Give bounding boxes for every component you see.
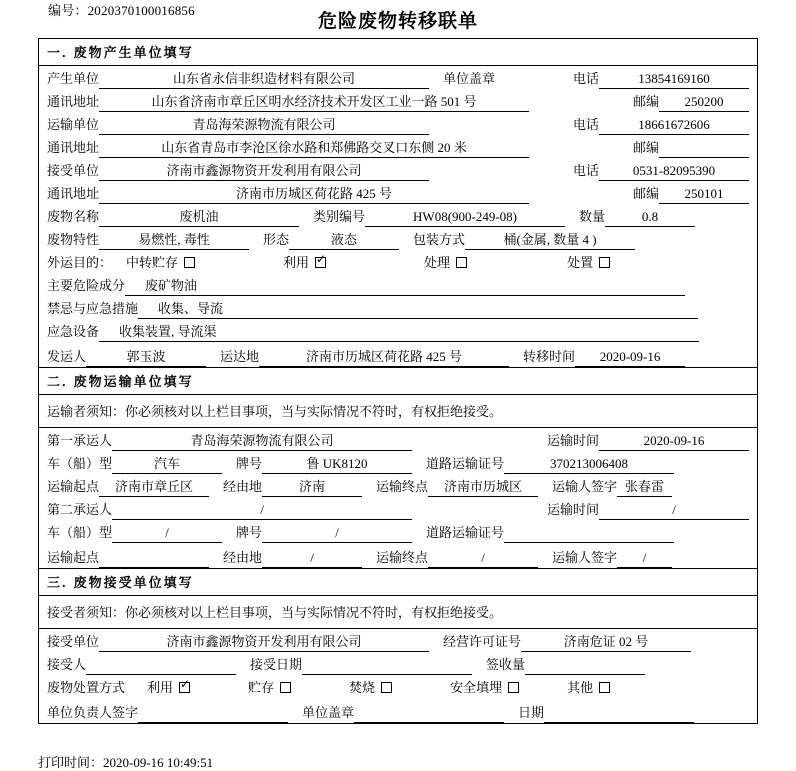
row-receiver	[39, 158, 757, 181]
license-1-value: 370213006408	[504, 456, 674, 474]
purpose-option-utilize-label: 利用	[283, 255, 310, 270]
section-3-heading	[39, 568, 757, 596]
receiver-address-value: 济南市历城区荷花路 425 号	[99, 183, 529, 204]
vehicle-2-value: /	[112, 525, 222, 543]
disposal-option-landfill[interactable]	[450, 677, 519, 698]
vehicle-2-label: 车（船）型	[47, 525, 113, 540]
package-value: 桶(金属, 数量 4 )	[465, 229, 635, 250]
receiver-value: 济南市鑫源物资开发利用有限公司	[99, 160, 429, 181]
purpose-label: 外运目的：	[47, 255, 113, 270]
transporter-zip-value	[659, 141, 749, 158]
start-1-label: 运输起点	[47, 479, 100, 494]
sign-2-label: 运输人签字	[552, 550, 618, 565]
end-2-label: 运输终点	[376, 550, 429, 565]
transporter-zip-label: 邮编	[632, 140, 659, 155]
license-1-label: 道路运输证号	[426, 456, 505, 471]
transporter-address-label: 通讯地址	[47, 140, 100, 155]
receiver-address-label: 通讯地址	[47, 186, 100, 201]
row-transporter	[39, 112, 757, 135]
purpose-option-transfer-storage-label: 中转贮存	[126, 255, 179, 270]
category-value: HW08(900-249-08)	[365, 209, 565, 227]
sign-1-label: 运输人签字	[552, 479, 618, 494]
equipment-label: 应急设备	[47, 324, 100, 339]
checkbox-disposal-other[interactable]	[599, 682, 610, 693]
package-label: 包装方式	[413, 232, 466, 247]
purpose-option-treat-label: 处理	[424, 255, 451, 270]
transfer-time-label: 转移时间	[523, 349, 576, 364]
license-2-label: 道路运输证号	[426, 525, 505, 540]
checkbox-dispose[interactable]	[599, 257, 610, 268]
checkbox-treat[interactable]	[456, 257, 467, 268]
waste-name-value: 废机油	[99, 206, 299, 227]
row-sender	[39, 342, 757, 367]
property-value: 易燃性, 毒性	[99, 229, 249, 250]
purpose-option-dispose[interactable]	[567, 252, 610, 273]
checkbox-disposal-landfill[interactable]	[508, 682, 519, 693]
vehicle-1-label: 车（船）型	[47, 456, 113, 471]
row-producer	[39, 66, 757, 89]
end-1-label: 运输终点	[376, 479, 429, 494]
carrier-2-value: /	[112, 502, 412, 520]
plate-2-value: /	[262, 525, 412, 543]
print-time-value: 2020-09-16 10:49:51	[103, 755, 214, 770]
purpose-option-dispose-label: 处置	[567, 255, 594, 270]
section-3-title: 废物接受单位填写	[73, 575, 194, 590]
section-1-number: 一.	[47, 45, 68, 60]
row-leader-signature	[39, 698, 757, 723]
start-1-value: 济南市章丘区	[99, 476, 209, 497]
checkbox-disposal-incineration[interactable]	[381, 682, 392, 693]
row-vehicle-1	[39, 451, 757, 474]
section-3-rows	[39, 629, 757, 723]
license-2-value	[504, 526, 674, 543]
producer-address-value: 山东省济南市章丘区明水经济技术开发区工业一路 501 号	[99, 91, 529, 112]
transporter-label: 运输单位	[47, 117, 100, 132]
quantity-label: 数量	[579, 209, 606, 224]
producer-value: 山东省永信非织造材料有限公司	[99, 68, 429, 89]
carrier-1-time-label: 运输时间	[546, 433, 599, 448]
sender-value: 郭玉波	[86, 346, 206, 367]
doc-number-value: 2020370100016856	[87, 3, 195, 18]
leader-signature-value	[138, 706, 288, 723]
section-1-heading	[39, 39, 757, 66]
sign-2-value: /	[617, 550, 672, 568]
carrier-1-value: 青岛海荣源物流有限公司	[112, 430, 412, 451]
plate-2-label: 牌号	[236, 525, 263, 540]
section-2-heading	[39, 367, 757, 395]
row-hazard-component	[39, 273, 757, 296]
receiver-zip-label: 邮编	[632, 186, 659, 201]
row-carrier-2	[39, 497, 757, 520]
purpose-option-transfer-storage[interactable]	[126, 252, 195, 273]
vehicle-1-value: 汽车	[112, 453, 222, 474]
disposal-option-other[interactable]	[567, 677, 610, 698]
section-2-title: 废物运输单位填写	[73, 374, 194, 389]
producer-zip-value: 250200	[659, 94, 749, 112]
row-purpose	[39, 250, 757, 273]
start-2-label: 运输起点	[47, 550, 100, 565]
plate-1-label: 牌号	[236, 456, 263, 471]
disposal-option-incineration[interactable]	[349, 677, 392, 698]
permit-value: 济南危证 02 号	[521, 631, 691, 652]
receiving-unit-value: 济南市鑫源物资开发利用有限公司	[99, 631, 429, 652]
unit-seal-3-value	[354, 706, 504, 723]
transfer-time-value: 2020-09-16	[575, 349, 685, 367]
row-receiving-unit	[39, 629, 757, 652]
final-date-value	[544, 706, 694, 723]
end-2-value: /	[428, 550, 538, 568]
sender-label: 发运人	[47, 349, 87, 364]
disposal-option-other-label: 其他	[567, 680, 594, 695]
disposal-option-landfill-label: 安全填埋	[450, 680, 503, 695]
disposal-option-utilize-label: 利用	[147, 680, 174, 695]
row-disposal-method	[39, 675, 757, 698]
section-1-title: 废物产生单位填写	[73, 45, 194, 60]
form-value: 液态	[289, 229, 399, 250]
receiver-zip-value: 250101	[659, 186, 749, 204]
row-transporter-address	[39, 135, 757, 158]
receiving-unit-label: 接受单位	[47, 634, 100, 649]
checkbox-utilize[interactable]	[315, 257, 326, 268]
section-2-notice: 运输者须知：你必须核对以上栏目事项，当与实际情况不符时，有权拒绝接受。	[39, 395, 757, 428]
final-date-label: 日期	[518, 705, 545, 720]
row-receiver-address	[39, 181, 757, 204]
disposal-option-storage-label: 贮存	[248, 680, 275, 695]
section-3-notice: 接受者须知：你必须核对以上栏目事项，当与实际情况不符时，有权拒绝接受。	[39, 596, 757, 629]
disposal-option-storage[interactable]	[248, 677, 291, 698]
print-time-label: 打印时间：	[38, 755, 104, 770]
row-emergency-equipment	[39, 319, 757, 342]
category-label: 类别编号	[313, 209, 366, 224]
hazard-label: 主要危险成分	[47, 278, 126, 293]
transporter-phone-label: 电话	[572, 117, 599, 132]
destination-value: 济南市历城区荷花路 425 号	[259, 346, 509, 367]
start-2-value	[99, 551, 209, 568]
receiver-phone-label: 电话	[572, 163, 599, 178]
equipment-value: 收集装置, 导流渠	[99, 321, 699, 342]
disposal-label: 废物处置方式	[47, 680, 126, 695]
producer-zip-label: 邮编	[632, 94, 659, 109]
manifest-sheet	[38, 38, 758, 724]
row-route-1	[39, 474, 757, 497]
carrier-1-label: 第一承运人	[47, 433, 113, 448]
page-title: 危险废物转移联单	[317, 11, 478, 32]
form-label: 形态	[263, 232, 290, 247]
producer-address-label: 通讯地址	[47, 94, 100, 109]
destination-label: 运达地	[220, 349, 260, 364]
waste-name-label: 废物名称	[47, 209, 100, 224]
row-taboo-measures	[39, 296, 757, 319]
taboo-label: 禁忌与应急措施	[47, 301, 139, 316]
document-header	[0, 0, 796, 34]
producer-phone-label: 电话	[572, 71, 599, 86]
purpose-option-utilize[interactable]	[283, 252, 326, 273]
carrier-2-time-label: 运输时间	[546, 502, 599, 517]
row-producer-address	[39, 89, 757, 112]
carrier-2-label: 第二承运人	[47, 502, 113, 517]
row-receiving-person	[39, 652, 757, 675]
disposal-option-incineration-label: 焚烧	[349, 680, 376, 695]
leader-signature-label: 单位负责人签字	[47, 705, 139, 720]
permit-label: 经营许可证号	[443, 634, 522, 649]
section-2-number: 二.	[47, 374, 68, 389]
end-1-value: 济南市历城区	[428, 476, 538, 497]
via-2-value: /	[262, 550, 362, 568]
receiver-label: 接受单位	[47, 163, 100, 178]
section-2-rows	[39, 428, 757, 568]
row-waste-name	[39, 204, 757, 227]
receiving-date-label: 接受日期	[250, 657, 303, 672]
section-3-number: 三.	[47, 575, 68, 590]
plate-1-value: 鲁 UK8120	[262, 453, 412, 474]
row-route-2	[39, 543, 757, 568]
unit-seal-3-label: 单位盖章	[302, 705, 355, 720]
signed-quantity-label: 签收量	[486, 657, 526, 672]
purpose-option-treat[interactable]	[424, 252, 467, 273]
quantity-value: 0.8	[605, 209, 695, 227]
checkbox-disposal-utilize[interactable]	[179, 682, 190, 693]
taboo-value: 收集、导流	[138, 298, 698, 319]
transporter-phone-value: 18661672606	[599, 117, 749, 135]
disposal-option-utilize[interactable]	[147, 677, 190, 698]
checkbox-disposal-storage[interactable]	[280, 682, 291, 693]
row-carrier-1	[39, 428, 757, 451]
producer-phone-value: 13854169160	[599, 71, 749, 89]
print-time	[38, 752, 213, 771]
receiving-person-label: 接受人	[47, 657, 87, 672]
section-1-rows	[39, 66, 757, 367]
property-label: 废物特性	[47, 232, 100, 247]
carrier-2-time-value: /	[599, 502, 749, 520]
via-1-value: 济南	[262, 476, 362, 497]
signed-quantity-value	[525, 658, 645, 675]
via-2-label: 经由地	[223, 550, 263, 565]
row-vehicle-2	[39, 520, 757, 543]
transporter-address-value: 山东省青岛市李沧区徐水路和郑佛路交叉口东侧 20 米	[99, 137, 529, 158]
carrier-1-time-value: 2020-09-16	[599, 433, 749, 451]
hazard-value: 废矿物油	[125, 275, 685, 296]
receiving-person-value	[86, 658, 236, 675]
receiving-date-value	[302, 658, 472, 675]
sign-1-value: 张春雷	[617, 476, 672, 497]
receiver-phone-value: 0531-82095390	[599, 163, 749, 181]
transporter-value: 青岛海荣源物流有限公司	[99, 114, 429, 135]
row-waste-property	[39, 227, 757, 250]
unit-seal-label: 单位盖章	[443, 71, 496, 86]
checkbox-transfer-storage[interactable]	[184, 257, 195, 268]
producer-label: 产生单位	[47, 71, 100, 86]
via-1-label: 经由地	[223, 479, 263, 494]
doc-number-label: 编号：	[48, 3, 88, 18]
